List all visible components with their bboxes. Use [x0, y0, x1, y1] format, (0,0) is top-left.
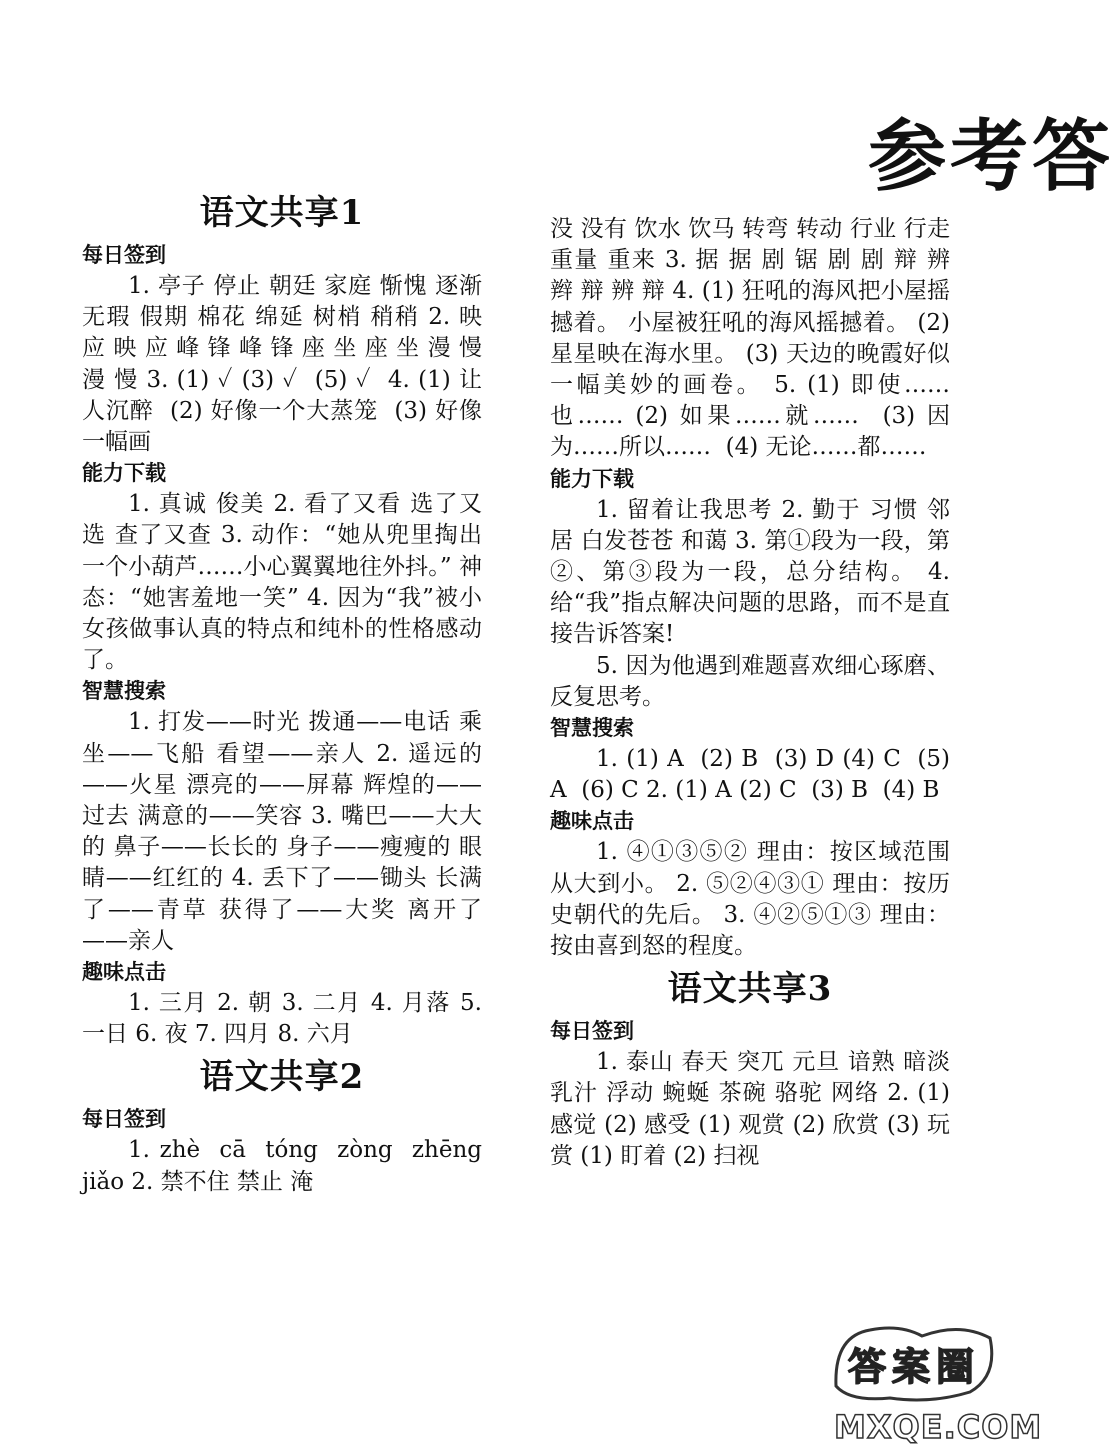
answer-paragraph-continued: 没 没有 饮水 饮马 转弯 转动 行业 行走 重量 重来 3. 据 据 剧 锯 剧 剧 辩 辨 辫 辩 辨 辩 4. (1) 狂吼的海风把小屋摇撼着。 小屋被狂吼的海风摇撼着。 (2) 星星映在海水里。 (3) 天边的晚霞好似一幅美妙的画卷。 5. (1) 即使……也…… (2) 如果……就…… (3) 因为……所以…… (4) 无论……都…… — [550, 216, 958, 461]
svg-text:圈: 圈 — [936, 1345, 975, 1389]
subheading-daily-checkin: 每日签到 — [550, 1019, 634, 1044]
section-title-3: 语文共享3 — [667, 969, 833, 1010]
answer-paragraph: 1. zhè cā tóng zòng zhēng jiǎo 2. 禁不住 禁止 淹 — [82, 1137, 497, 1195]
answer-paragraph: 1. 留着让我思考 2. 勤于 习惯 邻居 白发苍苍 和蔼 3. 第①段为一段，第②、第③段为一段，总分结构。 4. 给“我”指点解决问题的思路，而不是直接告诉答案! — [550, 496, 958, 648]
answer-paragraph: 5. 因为他遇到难题喜欢细心琢磨、反复思考。 — [550, 652, 950, 710]
answer-paragraph: 1. 亭子 停止 朝廷 家庭 惭愧 逐渐 无瑕 假期 棉花 绵延 树梢 稍稍 2. 映 应 映 应 峰 锋 峰 锋 座 坐 座 坐 漫 慢 漫 慢 3. (1) ✓ (3) ✓ (5) ✓ 4. (1) 让人沉醉 (2) 好像一个大蒸笼 (3) 好像一幅画 — [82, 273, 490, 456]
answer-paragraph: 1. 三月 2. 朝 3. 二月 4. 月落 5. 一日 6. 夜 7. 四月 8. 六月 — [82, 990, 490, 1048]
page-title: 参考答 — [868, 111, 1114, 202]
subheading-wisdom-search: 智慧搜索 — [550, 716, 634, 741]
subheading-ability-download: 能力下载 — [82, 461, 166, 486]
svg-text:案: 案 — [892, 1345, 931, 1389]
answer-paragraph: 1. (1) A (2) B (3) D (4) C (5) A (6) C 2. (1) A (2) C (3) B (4) B — [550, 746, 958, 804]
right-column — [550, 214, 958, 1172]
answer-paragraph: 1. 真诚 俊美 2. 看了又看 选了又选 查了又查 3. 动作：“她从兜里掏出一个小葫芦……小心翼翼地往外抖。” 神态：“她害羞地一笑” 4. 因为“我”被小女孩做事认真的特点和纯朴的性格感动了。 — [82, 491, 482, 674]
watermark-site-text: MXQE.COM — [834, 1408, 1043, 1446]
left-column — [82, 186, 497, 1198]
subheading-ability-download: 能力下载 — [550, 466, 634, 491]
subheading-fun-click: 趣味点击 — [82, 960, 166, 985]
subheading-fun-click: 趣味点击 — [550, 809, 634, 834]
answer-paragraph: 1. 泰山 春天 突兀 元旦 谙熟 暗淡 乳汁 浮动 蜿蜒 茶碗 骆驼 网络 2. (1) 感觉 (2) 感受 (1) 观赏 (2) 欣赏 (3) 玩赏 (1) 盯着 (2) 扫视 — [550, 1049, 958, 1169]
watermark-logo-icon — [830, 1316, 1000, 1406]
answer-paragraph: 1. ④①③⑤② 理由：按区域范围从大到小。 2. ⑤②④③① 理由：按历史朝代的先后。 3. ④②⑤①③ 理由：按由喜到怒的程度。 — [550, 839, 950, 960]
watermark — [820, 1314, 1043, 1454]
svg-text:答: 答 — [848, 1345, 887, 1389]
answer-paragraph: 1. 打发——时光 拨通——电话 乘坐——飞船 看望——亲人 2. 遥远的——火星 漂亮的——屏幕 辉煌的——过去 满意的——笑容 3. 嘴巴——大大的 鼻子——长长的 身子——瘦瘦的 眼睛——红红的 4. 丢下了——锄头 长满了——青草 获得了——大奖 离开了——亲人 — [82, 709, 482, 954]
subheading-wisdom-search: 智慧搜索 — [82, 679, 166, 704]
subheading-daily-checkin: 每日签到 — [82, 1107, 166, 1132]
section-title-2: 语文共享2 — [199, 1057, 365, 1098]
subheading-daily-checkin: 每日签到 — [82, 243, 166, 267]
section-title-1: 语文共享1 — [199, 193, 365, 233]
